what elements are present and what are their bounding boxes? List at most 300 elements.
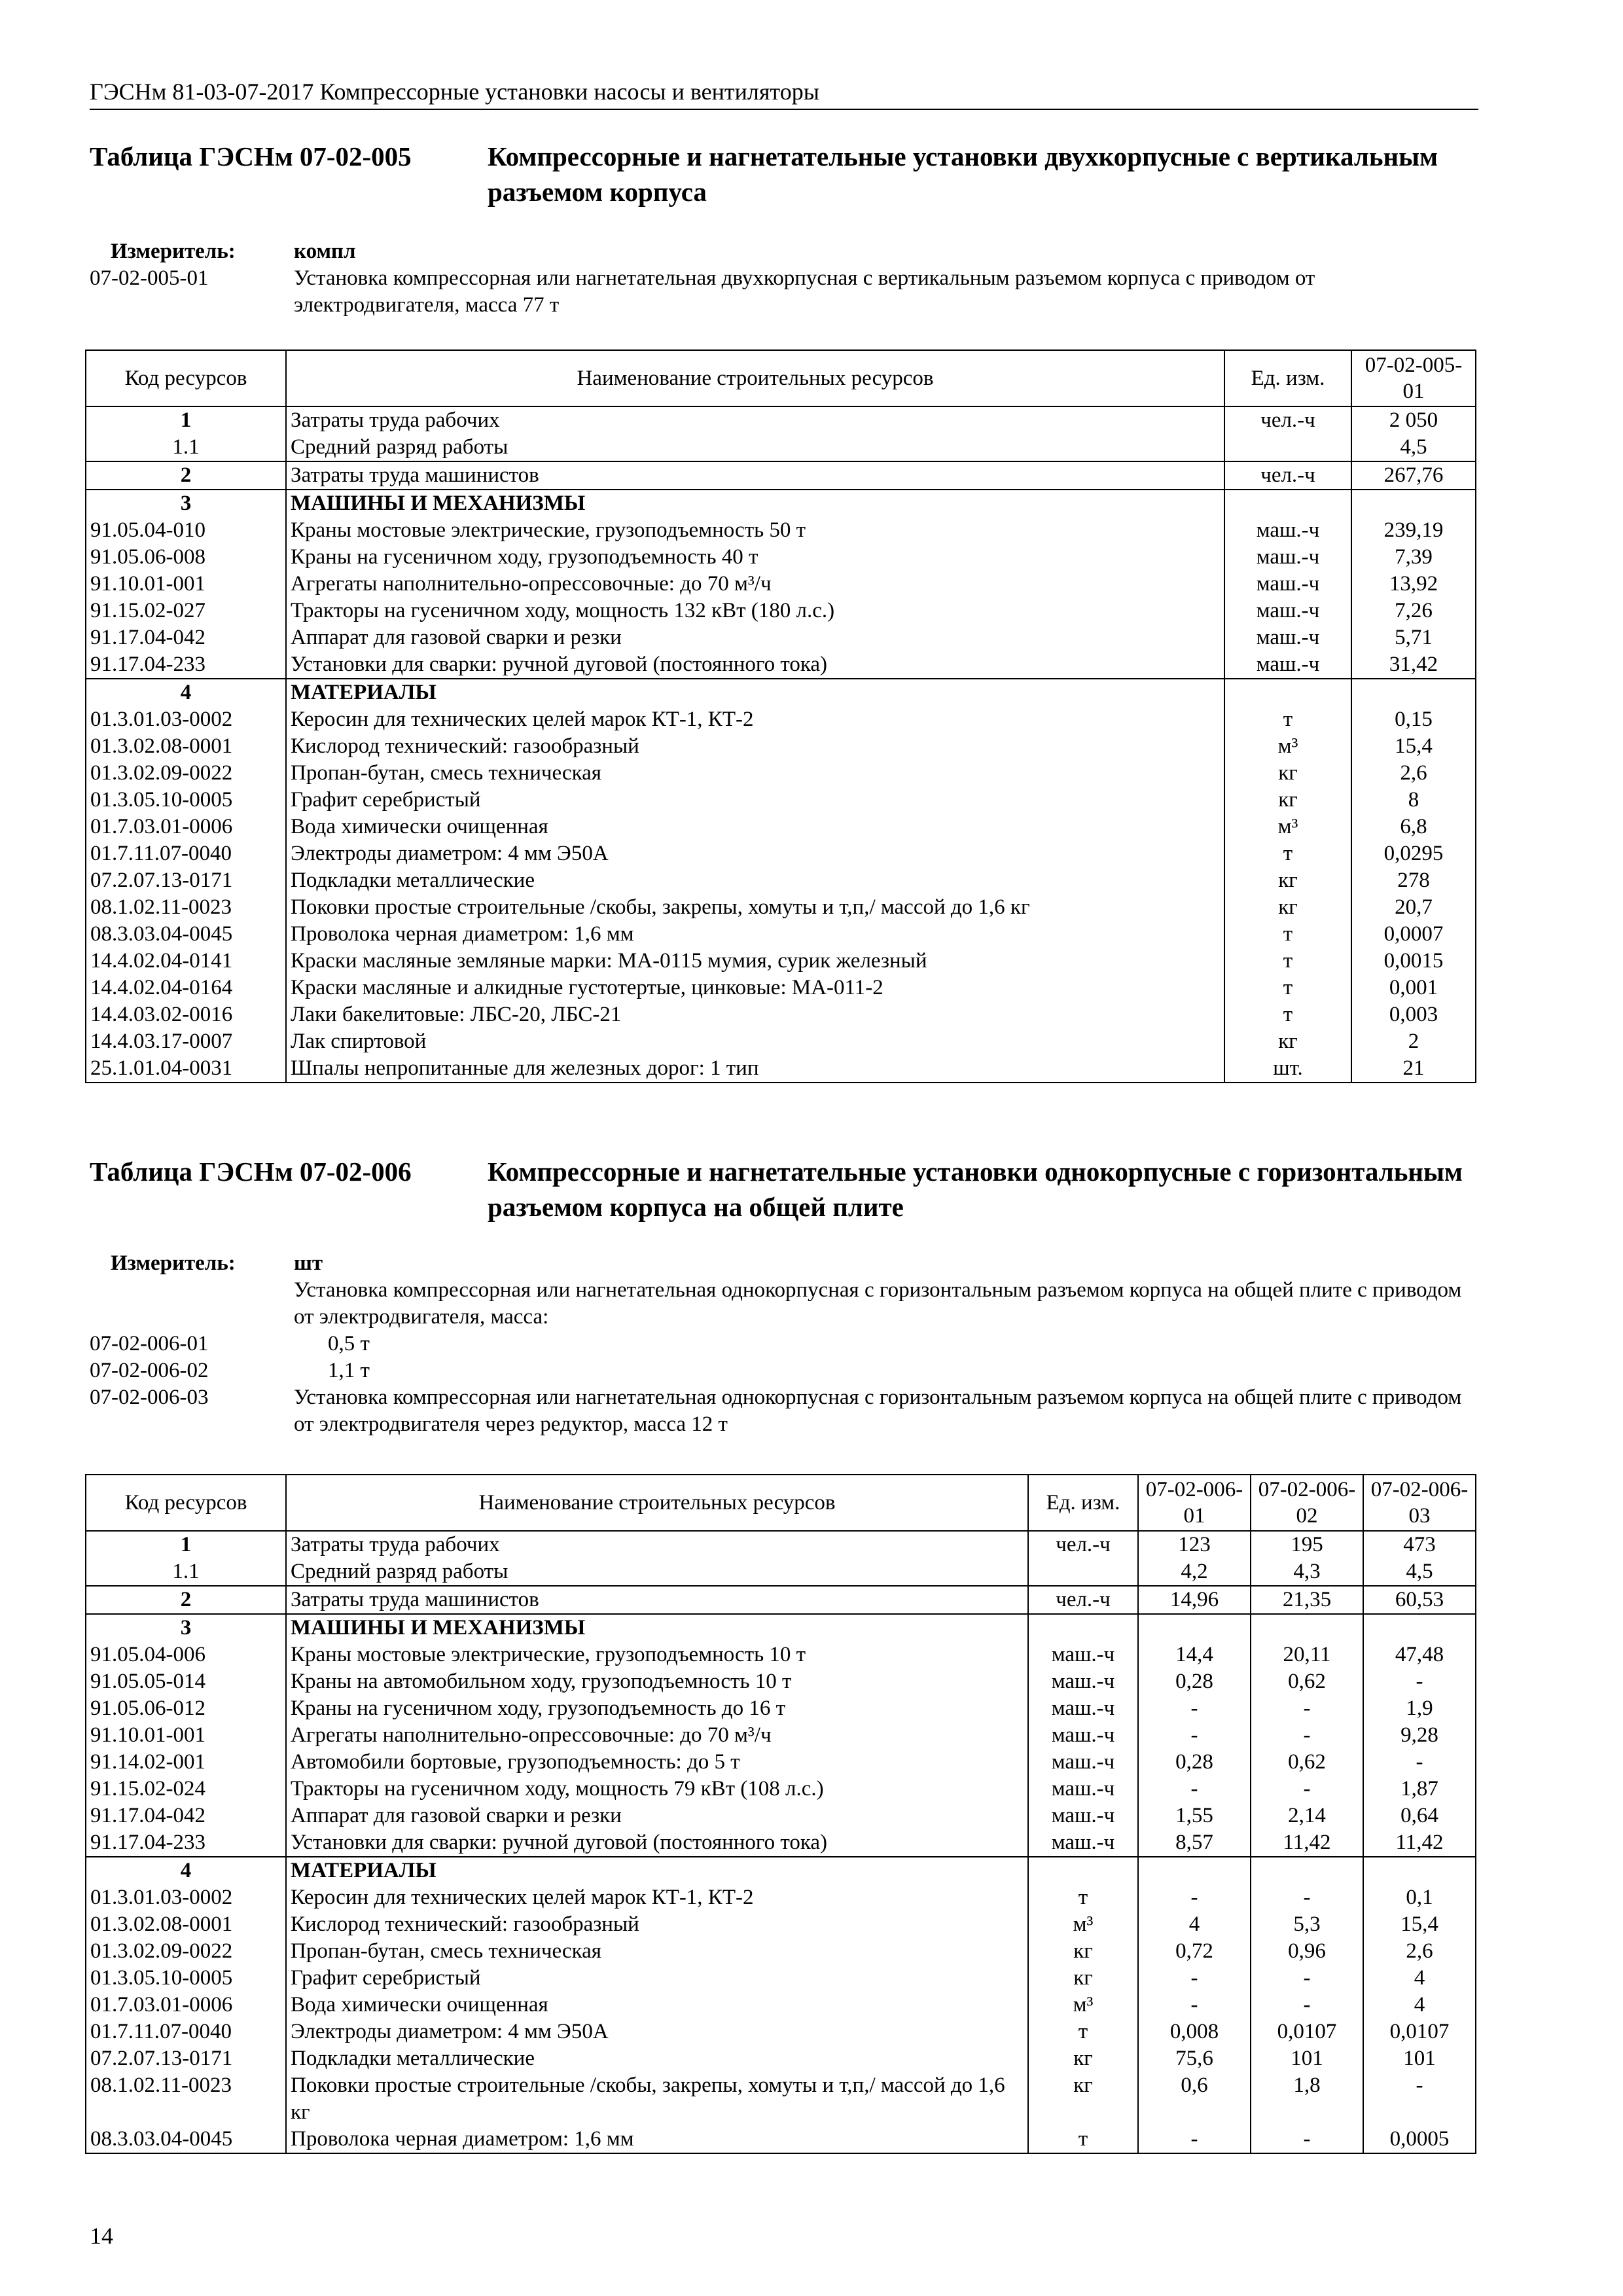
- resource-unit: маш.-ч: [1224, 517, 1351, 544]
- resource-value: 2 050: [1351, 406, 1476, 434]
- table-row: [86, 1803, 1476, 1829]
- table-row: [86, 624, 1476, 651]
- resource-name: МАТЕРИАЛЫ: [286, 679, 1224, 706]
- resource-unit: т: [1028, 2018, 1138, 2045]
- resource-value: -: [1138, 1884, 1251, 1911]
- resource-code: 4: [86, 679, 286, 706]
- resource-value: 4: [1363, 1965, 1476, 1992]
- resource-value: 239,19: [1351, 517, 1476, 544]
- resource-name: Пропан-бутан, смесь техническая: [286, 1938, 1028, 1965]
- resource-name: Краски масляные земляные марки: МА-0115 мумия, сурик железный: [286, 948, 1224, 975]
- column-header-name: Наименование строительных ресурсов: [286, 1475, 1028, 1531]
- section-heading-row: [86, 679, 1476, 706]
- resource-value: -: [1138, 1776, 1251, 1803]
- resource-code: 01.7.11.07-0040: [86, 840, 286, 867]
- resource-unit: [1224, 434, 1351, 461]
- resource-code: 08.1.02.11-0023: [86, 2072, 286, 2126]
- resource-name: Лак спиртовой: [286, 1028, 1224, 1055]
- table-row: [86, 1938, 1476, 1965]
- resource-value: -: [1138, 1722, 1251, 1749]
- table-row: [86, 2018, 1476, 2045]
- resource-value: 4,2: [1138, 1558, 1251, 1586]
- resource-unit: кг: [1028, 2072, 1138, 2126]
- resource-value: 0,28: [1138, 1749, 1251, 1776]
- resource-unit: чел.-ч: [1224, 461, 1351, 490]
- resource-name: Керосин для технических целей марок КТ-1, КТ-2: [286, 706, 1224, 733]
- resource-value: 0,62: [1251, 1749, 1363, 1776]
- resource-code: 91.14.02-001: [86, 1749, 286, 1776]
- resource-code: 08.3.03.04-0045: [86, 2126, 286, 2153]
- resource-unit: маш.-ч: [1028, 1668, 1138, 1695]
- resource-code: 08.1.02.11-0023: [86, 894, 286, 921]
- resource-name: Тракторы на гусеничном ходу, мощность 79 кВт (108 л.с.): [286, 1776, 1028, 1803]
- resource-value: 0,28: [1138, 1668, 1251, 1695]
- resource-name: Агрегаты наполнительно-опрессовочные: до 70 м³/ч: [286, 571, 1224, 598]
- resource-unit: [1224, 679, 1351, 706]
- resource-name: Аппарат для газовой сварки и резки: [286, 624, 1224, 651]
- resource-value: 101: [1251, 2045, 1363, 2072]
- resource-name: Керосин для технических целей марок КТ-1, КТ-2: [286, 1884, 1028, 1911]
- resource-name: Краны на автомобильном ходу, грузоподъемность 10 т: [286, 1668, 1028, 1695]
- column-header-value: 07-02-006-01: [1138, 1475, 1251, 1531]
- resource-unit: т: [1028, 1884, 1138, 1911]
- resource-value: 4,5: [1363, 1558, 1476, 1586]
- resource-unit: т: [1224, 1001, 1351, 1028]
- table-row: [86, 651, 1476, 679]
- table-row: [86, 1668, 1476, 1695]
- resource-unit: чел.-ч: [1224, 406, 1351, 434]
- resource-code: 14.4.02.04-0141: [86, 948, 286, 975]
- resource-name: Установки для сварки: ручной дуговой (постоянного тока): [286, 651, 1224, 679]
- resource-unit: кг: [1224, 867, 1351, 894]
- resource-value: -: [1363, 2072, 1476, 2126]
- resource-unit: маш.-ч: [1028, 1749, 1138, 1776]
- resource-name: Кислород технический: газообразный: [286, 1911, 1028, 1938]
- resource-value: 0,72: [1138, 1938, 1251, 1965]
- table-row: [86, 1884, 1476, 1911]
- column-header-name: Наименование строительных ресурсов: [286, 350, 1224, 406]
- resource-name: Автомобили бортовые, грузоподъемность: до 5 т: [286, 1749, 1028, 1776]
- resource-name: Установки для сварки: ручной дуговой (постоянного тока): [286, 1829, 1028, 1857]
- resource-code: 01.3.02.09-0022: [86, 1938, 286, 1965]
- resource-value: 5,71: [1351, 624, 1476, 651]
- resource-code: 07.2.07.13-0171: [86, 867, 286, 894]
- table2-entry: [90, 1331, 1478, 1357]
- resource-code: 1.1: [86, 434, 286, 461]
- resource-value: -: [1138, 1695, 1251, 1722]
- table2-title: Компрессорные и нагнетательные установки однокорпусные с горизонтальным разъемом корпуса на общей плите: [488, 1157, 1463, 1222]
- resource-name: МАШИНЫ И МЕХАНИЗМЫ: [286, 490, 1224, 517]
- resource-name: Затраты труда рабочих: [286, 1531, 1028, 1558]
- resource-code: 91.10.01-001: [86, 1722, 286, 1749]
- resource-value: 4,5: [1351, 434, 1476, 461]
- resource-code: 01.3.02.08-0001: [86, 1911, 286, 1938]
- table-row: [86, 434, 1476, 461]
- resource-value: 8,57: [1138, 1829, 1251, 1857]
- resource-value: 2,14: [1251, 1803, 1363, 1829]
- resource-value: -: [1363, 1749, 1476, 1776]
- resource-value: 8: [1351, 787, 1476, 814]
- resource-name: Лаки бакелитовые: ЛБС-20, ЛБС-21: [286, 1001, 1224, 1028]
- resource-value: 0,0015: [1351, 948, 1476, 975]
- section-heading-row: [86, 490, 1476, 517]
- resource-code: 01.3.02.09-0022: [86, 760, 286, 787]
- resource-unit: [1028, 1614, 1138, 1641]
- column-header-code: Код ресурсов: [86, 1475, 286, 1531]
- resource-value: 1,8: [1251, 2072, 1363, 2126]
- resource-value: 31,42: [1351, 651, 1476, 679]
- resource-code: 91.05.04-006: [86, 1641, 286, 1668]
- resource-value: [1251, 1614, 1363, 1641]
- resource-code: 91.17.04-233: [86, 651, 286, 679]
- resource-value: 60,53: [1363, 1586, 1476, 1614]
- resource-value: 195: [1251, 1531, 1363, 1558]
- table-row: [86, 1028, 1476, 1055]
- resource-code: 25.1.01.04-0031: [86, 1055, 286, 1083]
- table-row: [86, 975, 1476, 1001]
- table1-entry-text: Установка компрессорная или нагнетательная двухкорпусная с вертикальным разъемом корпуса с приводом от электродвигателя, масса 77 т: [294, 266, 1315, 317]
- resource-value: 20,11: [1251, 1641, 1363, 1668]
- resource-value: 4,3: [1251, 1558, 1363, 1586]
- resource-value: 0,96: [1251, 1938, 1363, 1965]
- resource-value: 11,42: [1251, 1829, 1363, 1857]
- resource-code: 2: [86, 1586, 286, 1614]
- table1-entry: [90, 265, 1478, 319]
- resource-unit: т: [1224, 921, 1351, 948]
- table2-meter-unit: шт: [294, 1251, 323, 1275]
- resource-unit: маш.-ч: [1028, 1695, 1138, 1722]
- table-row: [86, 2072, 1476, 2126]
- table-row: [86, 598, 1476, 624]
- resource-value: 14,4: [1138, 1641, 1251, 1668]
- resource-value: 473: [1363, 1531, 1476, 1558]
- table1-entry-code: 07-02-005-01: [90, 266, 209, 290]
- resource-unit: кг: [1224, 787, 1351, 814]
- resource-unit: кг: [1224, 1028, 1351, 1055]
- resource-name: Краны на гусеничном ходу, грузоподъемность 40 т: [286, 544, 1224, 571]
- table2-entry: [90, 1357, 1478, 1384]
- table2-entry-code: 07-02-006-02: [90, 1359, 209, 1382]
- resource-value: 2,6: [1363, 1938, 1476, 1965]
- resource-value: -: [1251, 1722, 1363, 1749]
- resource-value: 0,0007: [1351, 921, 1476, 948]
- resource-value: 6,8: [1351, 814, 1476, 840]
- resource-unit: [1028, 1558, 1138, 1586]
- resource-code: 14.4.02.04-0164: [86, 975, 286, 1001]
- resource-code: 1: [86, 1531, 286, 1558]
- resource-unit: кг: [1028, 2045, 1138, 2072]
- table1-meter-block: [90, 238, 1478, 319]
- resource-value: -: [1251, 1695, 1363, 1722]
- resource-value: 7,26: [1351, 598, 1476, 624]
- resource-unit: т: [1224, 706, 1351, 733]
- resource-value: 0,0107: [1251, 2018, 1363, 2045]
- resource-value: 15,4: [1363, 1911, 1476, 1938]
- table2-resources: [85, 1474, 1476, 2154]
- resource-unit: шт.: [1224, 1055, 1351, 1083]
- resource-name: Поковки простые строительные /скобы, закрепы, хомуты и т,п,/ массой до 1,6 кг: [286, 2072, 1028, 2126]
- resource-value: -: [1363, 1668, 1476, 1695]
- table2-meter-label: Измеритель:: [111, 1251, 236, 1275]
- table-row: [86, 1558, 1476, 1586]
- resource-name: Проволока черная диаметром: 1,6 мм: [286, 2126, 1028, 2153]
- resource-unit: м³: [1224, 814, 1351, 840]
- resource-value: 75,6: [1138, 2045, 1251, 2072]
- table-row: [86, 1722, 1476, 1749]
- table-row: [86, 1911, 1476, 1938]
- resource-value: 0,001: [1351, 975, 1476, 1001]
- table-row: [86, 921, 1476, 948]
- resource-code: 91.05.05-014: [86, 1668, 286, 1695]
- resource-unit: маш.-ч: [1028, 1803, 1138, 1829]
- running-header: ГЭСНм 81-03-07-2017 Компрессорные установки насосы и вентиляторы: [90, 77, 1478, 110]
- resource-name: Средний разряд работы: [286, 434, 1224, 461]
- resource-code: 01.7.03.01-0006: [86, 814, 286, 840]
- resource-name: Графит серебристый: [286, 1965, 1028, 1992]
- resource-code: 1.1: [86, 1558, 286, 1586]
- resource-unit: м³: [1224, 733, 1351, 760]
- resource-code: 01.3.01.03-0002: [86, 706, 286, 733]
- resource-unit: м³: [1028, 1992, 1138, 2018]
- table-row: [86, 1641, 1476, 1668]
- table2-entry: [90, 1384, 1478, 1438]
- resource-value: 47,48: [1363, 1641, 1476, 1668]
- resource-value: 20,7: [1351, 894, 1476, 921]
- resource-value: 4: [1138, 1911, 1251, 1938]
- resource-unit: [1028, 1857, 1138, 1884]
- table-row: [86, 814, 1476, 840]
- resource-unit: чел.-ч: [1028, 1531, 1138, 1558]
- resource-name: Графит серебристый: [286, 787, 1224, 814]
- section-heading-row: [86, 1614, 1476, 1641]
- resource-value: 267,76: [1351, 461, 1476, 490]
- resource-value: 7,39: [1351, 544, 1476, 571]
- column-header-value: 07-02-006-03: [1363, 1475, 1476, 1531]
- resource-code: 91.05.06-008: [86, 544, 286, 571]
- resource-value: 0,1: [1363, 1884, 1476, 1911]
- resource-name: Пропан-бутан, смесь техническая: [286, 760, 1224, 787]
- resource-value: 1,9: [1363, 1695, 1476, 1722]
- resource-value: 13,92: [1351, 571, 1476, 598]
- table-row: [86, 1776, 1476, 1803]
- resource-name: Вода химически очищенная: [286, 1992, 1028, 2018]
- resource-code: 01.7.11.07-0040: [86, 2018, 286, 2045]
- resource-code: 3: [86, 490, 286, 517]
- resource-unit: маш.-ч: [1224, 598, 1351, 624]
- page-number: 14: [90, 2223, 113, 2249]
- table-row: [86, 544, 1476, 571]
- resource-value: [1251, 1857, 1363, 1884]
- table1-meter-unit: компл: [294, 240, 356, 263]
- resource-value: 21,35: [1251, 1586, 1363, 1614]
- resource-value: 0,0107: [1363, 2018, 1476, 2045]
- resource-value: 1,87: [1363, 1776, 1476, 1803]
- resource-value: 0,62: [1251, 1668, 1363, 1695]
- table-row: [86, 2045, 1476, 2072]
- resource-value: -: [1138, 2126, 1251, 2153]
- resource-code: 91.17.04-042: [86, 624, 286, 651]
- table2-entry-text: 0,5 т: [328, 1332, 370, 1355]
- resource-value: 15,4: [1351, 733, 1476, 760]
- table-row: [86, 840, 1476, 867]
- table-row: [86, 1586, 1476, 1614]
- resource-value: -: [1251, 1965, 1363, 1992]
- resource-value: [1351, 679, 1476, 706]
- resource-code: 01.3.05.10-0005: [86, 1965, 286, 1992]
- resource-code: 01.3.02.08-0001: [86, 733, 286, 760]
- table2-entry-text: 1,1 т: [328, 1359, 370, 1382]
- resource-name: Агрегаты наполнительно-опрессовочные: до 70 м³/ч: [286, 1722, 1028, 1749]
- resource-unit: маш.-ч: [1028, 1722, 1138, 1749]
- resource-value: -: [1251, 1992, 1363, 2018]
- resource-name: Краны на гусеничном ходу, грузоподъемность до 16 т: [286, 1695, 1028, 1722]
- column-header-unit: Ед. изм.: [1028, 1475, 1138, 1531]
- column-header-unit: Ед. изм.: [1224, 350, 1351, 406]
- resource-code: 1: [86, 406, 286, 434]
- table-row: [86, 1695, 1476, 1722]
- resource-name: МАТЕРИАЛЫ: [286, 1857, 1028, 1884]
- resource-name: Шпалы непропитанные для железных дорог: 1 тип: [286, 1055, 1224, 1083]
- table-row: [86, 706, 1476, 733]
- resource-name: Затраты труда машинистов: [286, 1586, 1028, 1614]
- table-row: [86, 1992, 1476, 2018]
- resource-unit: т: [1224, 840, 1351, 867]
- resource-code: 4: [86, 1857, 286, 1884]
- resource-name: Кислород технический: газообразный: [286, 733, 1224, 760]
- resource-unit: маш.-ч: [1224, 651, 1351, 679]
- column-header-value: 07-02-005-01: [1351, 350, 1476, 406]
- resource-code: 01.7.03.01-0006: [86, 1992, 286, 2018]
- resource-unit: м³: [1028, 1911, 1138, 1938]
- resource-name: Электроды диаметром: 4 мм Э50А: [286, 840, 1224, 867]
- resource-name: Аппарат для газовой сварки и резки: [286, 1803, 1028, 1829]
- resource-value: 9,28: [1363, 1722, 1476, 1749]
- resource-unit: маш.-ч: [1028, 1641, 1138, 1668]
- resource-name: Затраты труда рабочих: [286, 406, 1224, 434]
- resource-value: 2,6: [1351, 760, 1476, 787]
- table1-title: Компрессорные и нагнетательные установки двухкорпусные с вертикальным разъемом корпуса: [488, 141, 1438, 207]
- resource-name: Вода химически очищенная: [286, 814, 1224, 840]
- table1-number: Таблица ГЭСНм 07-02-005: [90, 141, 412, 171]
- table2-intro: Установка компрессорная или нагнетательная однокорпусная с горизонтальным разъемом корпуса на общей плите с приводом от электродвигателя, масса:: [294, 1278, 1462, 1329]
- resource-unit: т: [1028, 2126, 1138, 2153]
- resource-value: [1138, 1857, 1251, 1884]
- resource-name: Подкладки металлические: [286, 867, 1224, 894]
- table1-resources: [85, 350, 1476, 1083]
- resource-value: [1138, 1614, 1251, 1641]
- resource-value: [1351, 490, 1476, 517]
- table-row: [86, 1055, 1476, 1083]
- resource-unit: т: [1224, 948, 1351, 975]
- resource-unit: маш.-ч: [1224, 544, 1351, 571]
- resource-code: 2: [86, 461, 286, 490]
- table-row: [86, 894, 1476, 921]
- resource-code: 01.3.05.10-0005: [86, 787, 286, 814]
- table-row: [86, 1965, 1476, 1992]
- table-row: [86, 461, 1476, 490]
- table-row: [86, 733, 1476, 760]
- table2-entry-code: 07-02-006-01: [90, 1332, 209, 1355]
- resource-code: 14.4.03.17-0007: [86, 1028, 286, 1055]
- resource-unit: маш.-ч: [1224, 624, 1351, 651]
- resource-value: 4: [1363, 1992, 1476, 2018]
- resource-value: 0,0295: [1351, 840, 1476, 867]
- table-row: [86, 1749, 1476, 1776]
- resource-unit: т: [1224, 975, 1351, 1001]
- resource-code: 91.17.04-042: [86, 1803, 286, 1829]
- column-header-code: Код ресурсов: [86, 350, 286, 406]
- resource-value: -: [1251, 1884, 1363, 1911]
- resource-value: 0,64: [1363, 1803, 1476, 1829]
- resource-name: Поковки простые строительные /скобы, закрепы, хомуты и т,п,/ массой до 1,6 кг: [286, 894, 1224, 921]
- table-row: [86, 867, 1476, 894]
- resource-name: МАШИНЫ И МЕХАНИЗМЫ: [286, 1614, 1028, 1641]
- table-row: [86, 517, 1476, 544]
- resource-unit: кг: [1028, 1965, 1138, 1992]
- resource-value: 278: [1351, 867, 1476, 894]
- resource-name: Краны мостовые электрические, грузоподъемность 10 т: [286, 1641, 1028, 1668]
- resource-value: -: [1138, 1965, 1251, 1992]
- section-heading-row: [86, 1857, 1476, 1884]
- table1-meter-label: Измеритель:: [111, 240, 236, 263]
- resource-value: 0,003: [1351, 1001, 1476, 1028]
- column-header-value: 07-02-006-02: [1251, 1475, 1363, 1531]
- resource-unit: маш.-ч: [1224, 571, 1351, 598]
- resource-unit: чел.-ч: [1028, 1586, 1138, 1614]
- resource-value: 1,55: [1138, 1803, 1251, 1829]
- resource-name: Тракторы на гусеничном ходу, мощность 132 кВт (180 л.с.): [286, 598, 1224, 624]
- resource-name: Подкладки металлические: [286, 2045, 1028, 2072]
- resource-unit: кг: [1028, 1938, 1138, 1965]
- table-row: [86, 2126, 1476, 2153]
- resource-code: 91.17.04-233: [86, 1829, 286, 1857]
- resource-unit: маш.-ч: [1028, 1776, 1138, 1803]
- table-row: [86, 571, 1476, 598]
- table2-entry-code: 07-02-006-03: [90, 1386, 209, 1409]
- resource-value: 0,0005: [1363, 2126, 1476, 2153]
- resource-code: 91.15.02-024: [86, 1776, 286, 1803]
- table-row: [86, 787, 1476, 814]
- resource-value: [1363, 1614, 1476, 1641]
- resource-unit: кг: [1224, 760, 1351, 787]
- table-row: [86, 760, 1476, 787]
- resource-code: 91.05.06-012: [86, 1695, 286, 1722]
- resource-value: 11,42: [1363, 1829, 1476, 1857]
- resource-value: 14,96: [1138, 1586, 1251, 1614]
- resource-name: Краски масляные и алкидные густотертые, цинковые: МА-011-2: [286, 975, 1224, 1001]
- resource-value: -: [1138, 1992, 1251, 2018]
- resource-code: 91.10.01-001: [86, 571, 286, 598]
- table2-entry-text: Установка компрессорная или нагнетательная однокорпусная с горизонтальным разъемом корпуса на общей плите с приводом от электродвигателя через редуктор, масса 12 т: [294, 1386, 1462, 1436]
- resource-name: Средний разряд работы: [286, 1558, 1028, 1586]
- table-row: [86, 1829, 1476, 1857]
- resource-value: -: [1251, 1776, 1363, 1803]
- resource-value: -: [1251, 2126, 1363, 2153]
- resource-value: 5,3: [1251, 1911, 1363, 1938]
- table-row: [86, 1001, 1476, 1028]
- table-row: [86, 948, 1476, 975]
- resource-code: 14.4.03.02-0016: [86, 1001, 286, 1028]
- table2-meter-block: [90, 1250, 1478, 1438]
- resource-code: 01.3.01.03-0002: [86, 1884, 286, 1911]
- resource-value: 101: [1363, 2045, 1476, 2072]
- resource-value: 0,15: [1351, 706, 1476, 733]
- resource-code: 91.15.02-027: [86, 598, 286, 624]
- resource-value: 2: [1351, 1028, 1476, 1055]
- resource-code: 91.05.04-010: [86, 517, 286, 544]
- resource-value: 21: [1351, 1055, 1476, 1083]
- resource-value: 123: [1138, 1531, 1251, 1558]
